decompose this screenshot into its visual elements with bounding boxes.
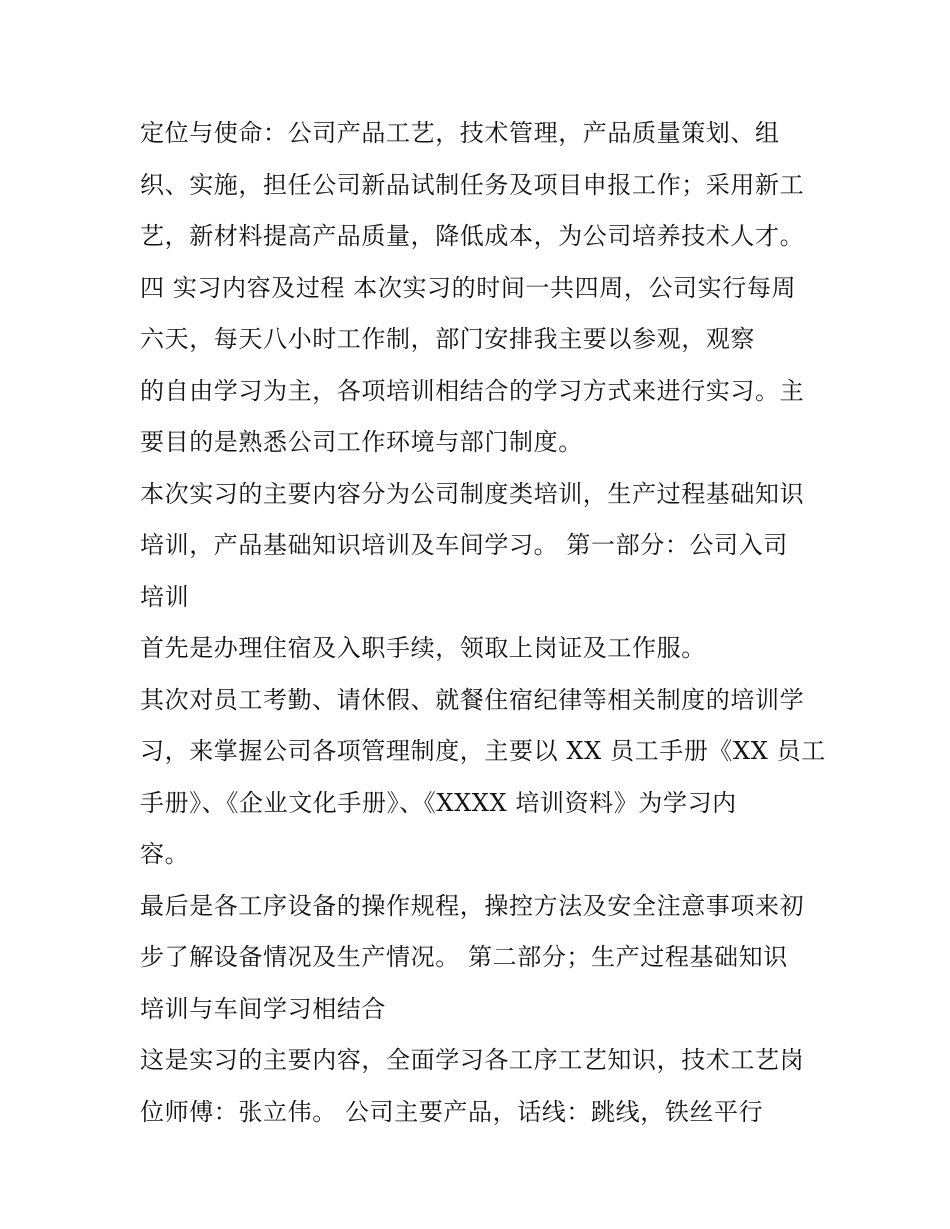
text-line: 定位与使命：公司产品工艺，技术管理，产品质量策划、组 xyxy=(140,119,780,147)
text-line: 织、实施，担任公司新品试制任务及项目申报工作；采用新工 xyxy=(140,170,805,199)
text-line: 其次对员工考勤、请休假、就餐住宿纪律等相关制度的培训学 xyxy=(140,685,805,714)
text-line: 本次实习的主要内容分为公司制度类培训，生产过程基础知识 xyxy=(140,479,805,508)
text-line: 六天，每天八小时工作制，部门安排我主要以参观，观察 xyxy=(140,325,755,353)
text-line: 要目的是熟悉公司工作环境与部门制度。 xyxy=(140,428,583,456)
text-line: 最后是各工序设备的操作规程，操控方法及安全注意事项来初 xyxy=(140,891,805,920)
text-line: 培训，产品基础知识培训及车间学习。 第一部分：公司入司 xyxy=(140,531,788,559)
text-line: 培训与车间学习相结合 xyxy=(140,994,386,1023)
text-line: 习，来掌握公司各项管理制度，主要以 XX 员工手册《XX 员工 xyxy=(140,737,826,765)
text-line: 容。 xyxy=(140,840,190,868)
text-line: 四 实习内容及过程 本次实习的时间一共四周，公司实行每周 xyxy=(140,273,797,302)
text-line: 的自由学习为主，各项培训相结合的学习方式来进行实习。主 xyxy=(140,376,805,405)
text-line: 这是实习的主要内容，全面学习各工序工艺知识，技术工艺岗 xyxy=(140,1046,805,1074)
text-line: 培训 xyxy=(140,582,190,611)
text-line: 手册》、《企业文化手册》、《XXXX 培训资料》为学习内 xyxy=(140,788,737,817)
text-line: 位师傅：张立伟。 公司主要产品，话线：跳线，铁丝平行 xyxy=(140,1097,764,1126)
text-line: 步了解设备情况及生产情况。 第二部分；生产过程基础知识 xyxy=(140,943,788,971)
document-body xyxy=(140,108,826,1138)
text-line: 首先是办理住宿及入职手续，领取上岗证及工作服。 xyxy=(140,634,706,662)
text-line: 艺，新材料提高产品质量，降低成本，为公司培养技术人才。 xyxy=(140,222,805,250)
